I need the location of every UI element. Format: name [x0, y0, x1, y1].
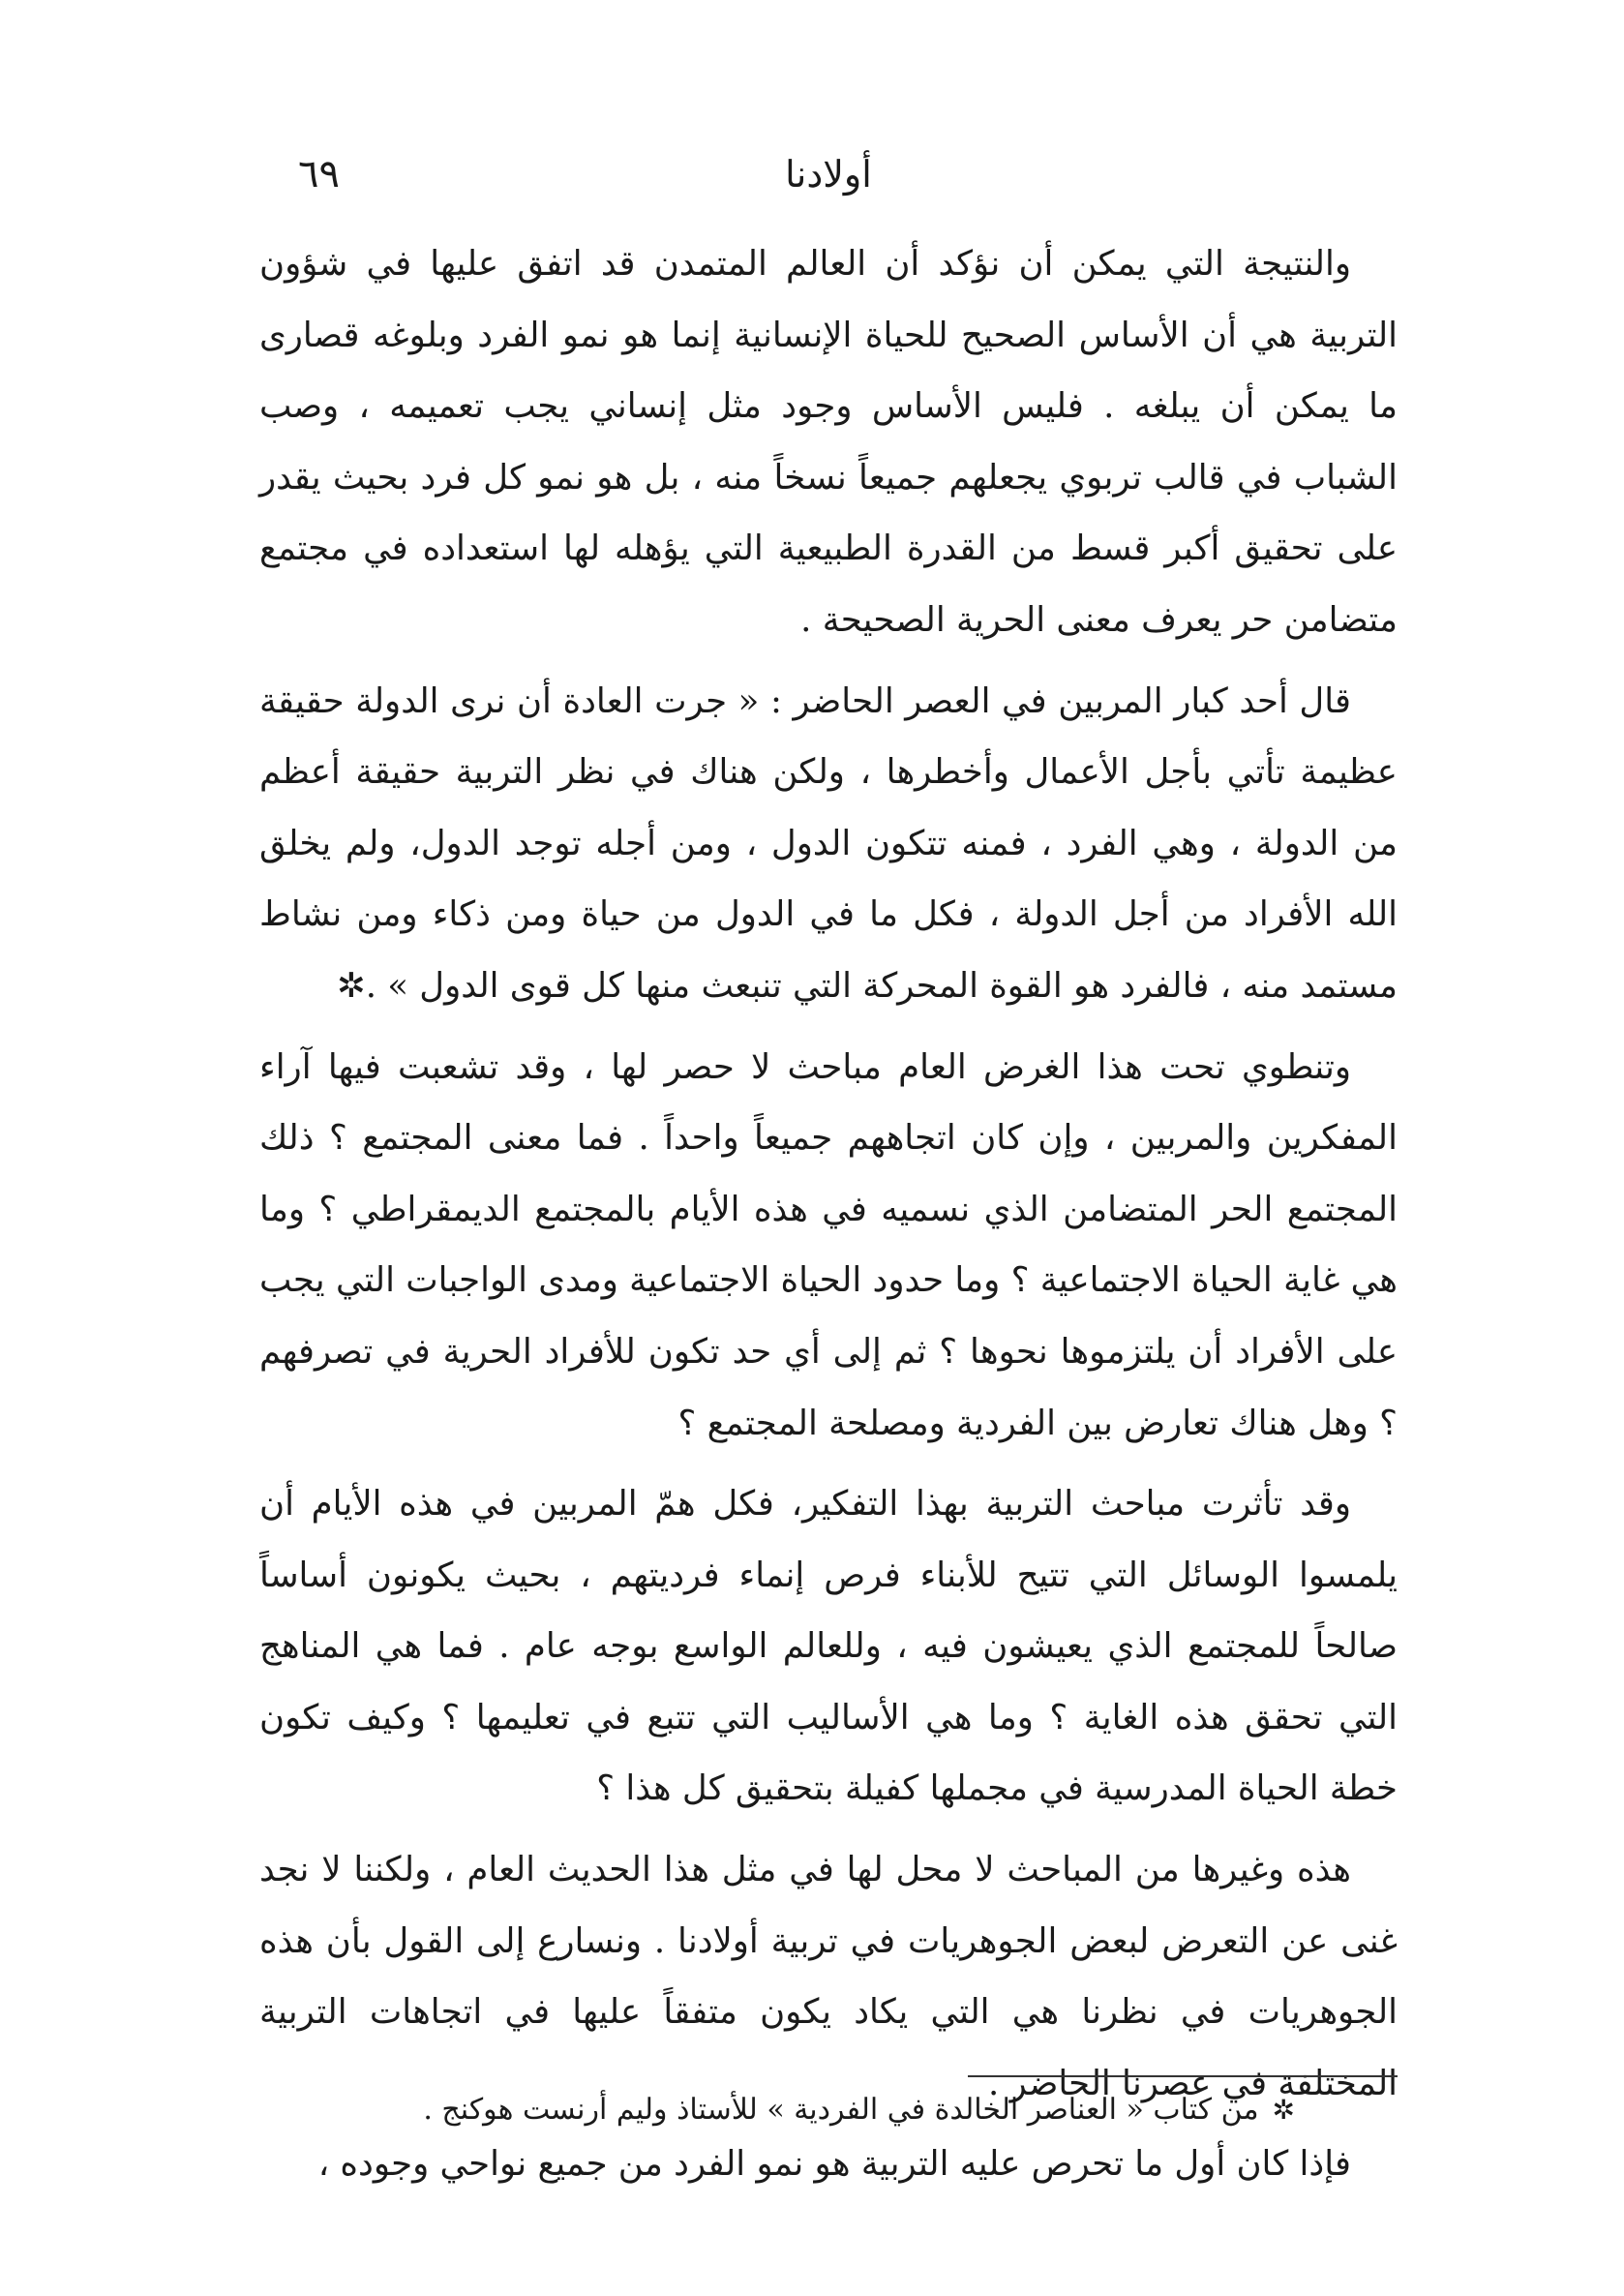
paragraph-5: هذه وغيرها من المباحث لا محل لها في مثل هذا الحديث العام ، ولكننا لا نجد غنى عن التعرض لبعض الجوهريات في تربية أولادنا . ونسارع إلى القول بأن هذه الجوهريات في نظرنا هي التي يكاد يكون متفقاً عليها في اتجاهات التربية المختلفة في عصرنا الحاضر . [259, 1850, 1398, 2103]
footnote-marker: ✲ [1272, 2094, 1295, 2126]
paragraph-3: وتنطوي تحت هذا الغرض العام مباحث لا حصر لها ، وقد تشعبت فيها آراء المفكرين والمربين ، وإن كان اتجاههم جميعاً واحداً . فما معنى المجتمع ؟ ذلك المجتمع الحر المتضامن الذي نسميه في هذه الأيام بالمجتمع الديمقراطي ؟ وما هي غاية الحياة الاجتماعية ؟ وما حدود الحياة الاجتماعية ومدى الواجبات التي يجب على الأفراد أن يلتزموها نحوها ؟ ثم إلى أي حد تكون للأفراد الحرية في تصرفهم ؟ وهل هناك تعارض بين الفردية ومصلحة المجتمع ؟ [259, 1046, 1398, 1443]
footnote-divider [968, 2075, 1398, 2077]
footnote [259, 2081, 1295, 2139]
running-head [259, 145, 1398, 203]
paragraph-4: وقد تأثرت مباحث التربية بهذا التفكير، فكل همّ المربين في هذه الأيام أن يلمسوا الوسائل التي تتيح للأبناء فرص إنماء فرديتهم ، بحيث يكونون أساساً صالحاً للمجتمع الذي يعيشون فيه ، وللعالم الواسع بوجه عام . فما هي المناهج التي تحقق هذه الغاية ؟ وما هي الأساليب التي تتبع في تعليمها ؟ وكيف تكون خطة الحياة المدرسية في مجملها كفيلة بتحقيق كل هذا ؟ [259, 1484, 1398, 1809]
paragraph-1: والنتيجة التي يمكن أن نؤكد أن العالم المتمدن قد اتفق عليها في شؤون التربية هي أن الأساس الصحيح للحياة الإنسانية إنما هو نمو الفرد وبلوغه قصارى ما يمكن أن يبلغه . فليس الأساس وجود مثل إنساني يجب تعميمه ، وصب الشباب في قالب تربوي يجعلهم جميعاً نسخاً منه ، بل هو نمو كل فرد بحيث يقدر على تحقيق أكبر قسط من القدرة الطبيعية التي يؤهله لها استعداده في مجتمع متضامن حر يعرف معنى الحرية الصحيحة . [259, 244, 1398, 640]
paragraph-6: فإذا كان أول ما تحرص عليه التربية هو نمو الفرد من جميع نواحي وجوده ، [317, 2144, 1351, 2185]
running-title: أولادنا [785, 153, 872, 196]
page-number: ٦٩ [298, 152, 340, 196]
footnote-text: من كتاب « العناصر الخالدة في الفردية » للأستاذ وليم أرنست هوكنج . [423, 2093, 1259, 2127]
body-text [259, 228, 1398, 2210]
paragraph-2-quote: قال أحد كبار المربين في العصر الحاضر : « جرت العادة أن نرى الدولة حقيقة عظيمة تأتي بأجل الأعمال وأخطرها ، ولكن هناك في نظر التربية حقيقة أعظم من الدولة ، وهي الفرد ، فمنه تتكون الدول ، ومن أجله توجد الدول، ولم يخلق الله الأفراد من أجل الدولة ، فكل ما في الدول من حياة ومن ذكاء ومن نشاط مستمد منه ، فالفرد هو القوة المحركة التي تنبعث منها كل قوى الدول » .✲ [259, 680, 1398, 1006]
